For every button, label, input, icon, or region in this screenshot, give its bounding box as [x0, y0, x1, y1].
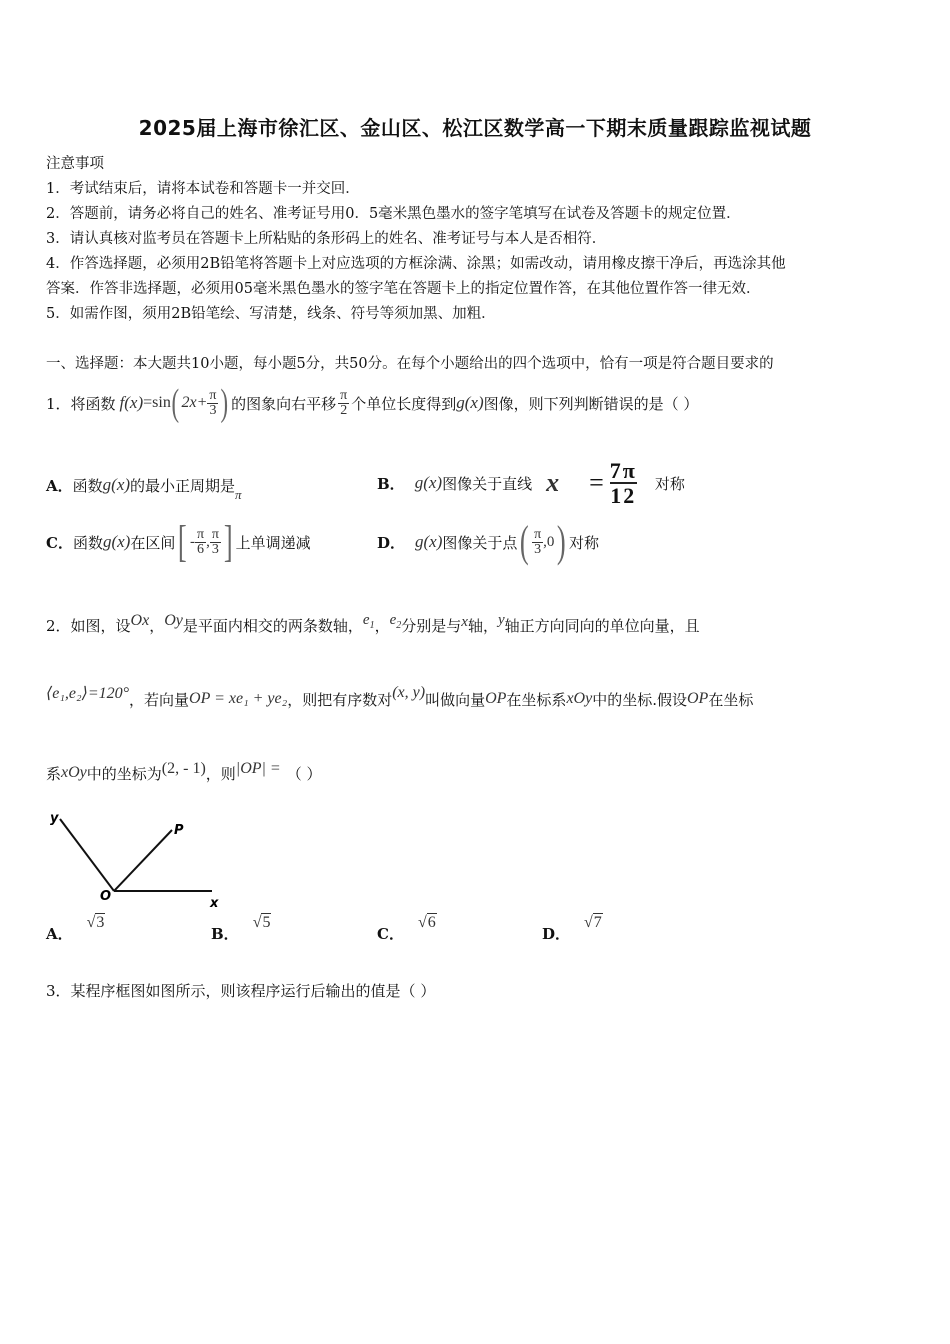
q1-eq: =sin — [143, 394, 171, 411]
q2-coord: (2, - 1) — [161, 760, 206, 777]
q1-b-num: 7π — [609, 457, 637, 483]
page-title: 2025届上海市徐汇区、金山区、松江区数学高一下期末质量跟踪监视试题 — [138, 116, 812, 140]
q2-e2-sub: 2 — [396, 619, 402, 631]
q1-number: 1．将函数 — [46, 394, 116, 413]
notice-item: 4．作答选择题，必须用2B铅笔将答题卡上对应选项的方框涂满、涂黑；如需改动，请用橡皮擦干净后，再选涂其他 — [46, 256, 786, 272]
q1-c-lbracket: [ — [178, 517, 188, 566]
q1-a-pi: π — [235, 487, 242, 502]
q2-text13: （ ） — [286, 764, 322, 783]
q1-c-text1: 函数 — [72, 533, 103, 552]
q2-option-a[interactable] — [46, 914, 105, 943]
option-label: C． — [46, 533, 73, 552]
fig-p-label: P — [174, 823, 184, 838]
q2-e1-letter: e — [362, 611, 370, 628]
q2-op-2: OP — [686, 690, 709, 707]
q2-ox: Ox — [130, 612, 150, 629]
q1-fx: f(x) — [119, 393, 144, 412]
q1-d-zero: ,0 — [543, 533, 555, 550]
q1-c-frac2-num: π — [211, 526, 219, 542]
question-1 — [46, 378, 698, 428]
q2-line-2 — [46, 682, 753, 716]
q2-op: OP — [485, 690, 507, 707]
notice-item: 1．考试结束后，请将本试卷和答题卡一并交回． — [46, 181, 360, 197]
q2-comma: ， — [149, 616, 165, 635]
q2-text12: ，则 — [205, 764, 236, 783]
option-label: B． — [377, 474, 405, 493]
q2-c-sqrt: √6 — [417, 914, 436, 931]
y-axis-line — [60, 819, 114, 891]
q2-number: 2．如图，设 — [46, 616, 131, 635]
q1-c-text2: 在区间 — [130, 533, 176, 552]
q1-c-rbracket: ] — [223, 517, 233, 566]
q2-y: y — [497, 611, 505, 628]
q2-text10: 在坐标 — [708, 690, 754, 709]
q2-text6: ，则把有序数对 — [287, 690, 393, 709]
q1-c-frac2-den: 3 — [211, 541, 219, 557]
q1-option-d[interactable] — [377, 517, 599, 567]
option-label: D． — [377, 533, 406, 552]
q2-line-3 — [46, 758, 322, 788]
q2-d-value: 7 — [593, 914, 602, 931]
q1-b-eq: = — [589, 468, 604, 497]
q1-frac-den: 3 — [209, 402, 217, 418]
option-label: A． — [46, 476, 73, 495]
q1-c-text3: 上单调递减 — [235, 533, 311, 552]
q1-b-x: x — [546, 468, 560, 497]
q2-text3: 轴， — [467, 616, 498, 635]
q2-text4: 轴正方向同向的单位向量，且 — [504, 616, 700, 635]
section-heading: 一、选择题：本大题共10小题，每小题5分，共50分。在每个小题给出的四个选项中，恰有一项是符合题目要求的 — [46, 356, 774, 372]
q2-option-c[interactable] — [377, 914, 437, 943]
notice-item: 5．如需作图，须用2B铅笔绘、写清楚，线条、符号等须加黑、加粗． — [46, 306, 496, 322]
q1-pi-over-2 — [338, 389, 349, 418]
option-label: C． — [377, 925, 404, 943]
q1-text2: 个单位长度得到 — [351, 394, 457, 413]
coordinate-figure — [44, 806, 234, 911]
q1-a-text1: 函数 — [72, 476, 103, 495]
q1-option-a[interactable] — [46, 470, 242, 500]
q2-oy: Oy — [164, 612, 183, 629]
q1-c-frac1 — [195, 528, 206, 557]
q2-e1-sub: 1 — [369, 619, 375, 631]
op-line — [114, 830, 172, 891]
q2-x: x — [461, 613, 468, 630]
q2-xoy-2: xOy — [61, 764, 87, 781]
question-2 — [46, 610, 700, 640]
q2-xoy: xOy — [566, 690, 593, 707]
q1-d-gx: g(x) — [415, 532, 443, 551]
q1-d-rparen: ) — [557, 517, 567, 566]
q2-text5: ，若向量 — [129, 690, 190, 709]
q2-angle: ⟨e₁,e₂⟩=120° — [46, 685, 130, 702]
q1-shift-den: 2 — [340, 402, 348, 418]
q1-a-gx: g(x) — [102, 475, 131, 494]
q2-comma2: ， — [374, 616, 390, 635]
option-label: A． — [46, 925, 73, 943]
q1-d-frac-num: π — [534, 526, 542, 542]
q2-pair: (x, y) — [392, 684, 426, 701]
q2-d-sqrt: √7 — [584, 914, 602, 931]
q2-text2: 分别是与 — [401, 616, 462, 635]
option-label: D． — [542, 925, 571, 943]
q1-c-frac1-num: π — [197, 526, 205, 542]
q1-d-lparen: ( — [520, 517, 530, 566]
q1-c-comma: , — [206, 533, 210, 550]
notice-item: 3．请认真核对监考员在答题卡上所粘贴的条形码上的姓名、准考证号与本人是否相符． — [46, 231, 607, 247]
q2-text7: 叫做向量 — [425, 690, 486, 709]
q1-pi-over-3 — [207, 389, 218, 418]
q2-b-value: 5 — [262, 914, 271, 931]
q2-e2 — [390, 612, 402, 631]
q2-c-value: 6 — [427, 914, 436, 931]
question-3: 3．某程序框图如图所示，则该程序运行后输出的值是（ ） — [46, 982, 436, 1000]
q1-lparen: ( — [171, 382, 179, 424]
fig-y-label: y — [50, 811, 59, 826]
q1-b-gx: g(x) — [414, 473, 443, 492]
fig-o-label: O — [100, 889, 112, 904]
q2-e2-letter: e — [389, 611, 397, 628]
notice-item: 答案．作答非选择题，必须用05毫米黑色墨水的签字笔在答题卡上的指定位置作答，在其他位置作答一律无效． — [46, 281, 761, 297]
q1-d-text1: 图像关于点 — [442, 533, 518, 552]
notice-heading: 注意事项 — [46, 156, 104, 172]
q2-e1 — [363, 612, 375, 631]
option-label: B． — [211, 925, 239, 943]
q1-b-text2: 对称 — [654, 474, 685, 493]
q1-b-frac — [610, 459, 637, 507]
q1-b-den: 12 — [610, 483, 637, 508]
q2-text8: 在坐标系 — [506, 690, 567, 709]
q2-option-b[interactable] — [211, 914, 271, 943]
q1-rparen: ) — [221, 382, 229, 424]
q1-a-text2: 的最小正周期是 — [130, 476, 236, 495]
q1-c-frac2 — [210, 528, 221, 557]
q1-gx: g(x) — [456, 393, 484, 412]
q2-text1: 是平面内相交的两条数轴， — [182, 616, 363, 635]
q2-a-sqrt: √3 — [86, 914, 105, 931]
q2-op-eq: OP = xe₁ + ye₂ — [189, 690, 288, 707]
q2-abs-op: |OP| = — [235, 760, 281, 777]
q2-option-d[interactable] — [542, 914, 603, 943]
q1-arg: 2x+ — [181, 394, 208, 411]
q1-c-frac1-den: 6 — [197, 541, 205, 557]
fig-x-label: x — [210, 896, 219, 911]
q1-text1: 的图象向右平移 — [231, 394, 337, 413]
q1-b-text1: 图像关于直线 — [442, 474, 533, 493]
q1-c-minus: - — [190, 533, 196, 550]
q1-frac-num: π — [209, 387, 217, 403]
q1-d-frac-den: 3 — [534, 541, 542, 557]
q1-text3: 图像，则下列判断错误的是（ ） — [483, 394, 699, 413]
q2-text11: 中的坐标为 — [86, 764, 162, 783]
notice-item: 2．答题前，请务必将自己的姓名、准考证号用0．5毫米黑色墨水的签字笔填写在试卷及答题卡的规定位置． — [46, 206, 741, 222]
q1-c-gx: g(x) — [102, 532, 131, 551]
q2-text9: 中的坐标.假设 — [592, 690, 687, 709]
q1-d-frac — [532, 528, 543, 557]
q2-a-value: 3 — [96, 914, 105, 931]
q1-option-b[interactable] — [377, 458, 685, 508]
q2-line3-start: 系 — [46, 764, 62, 783]
q1-shift-num: π — [340, 387, 348, 403]
q1-d-text2: 对称 — [569, 533, 600, 552]
q2-b-sqrt: √5 — [252, 914, 271, 931]
q1-option-c[interactable] — [46, 517, 311, 567]
